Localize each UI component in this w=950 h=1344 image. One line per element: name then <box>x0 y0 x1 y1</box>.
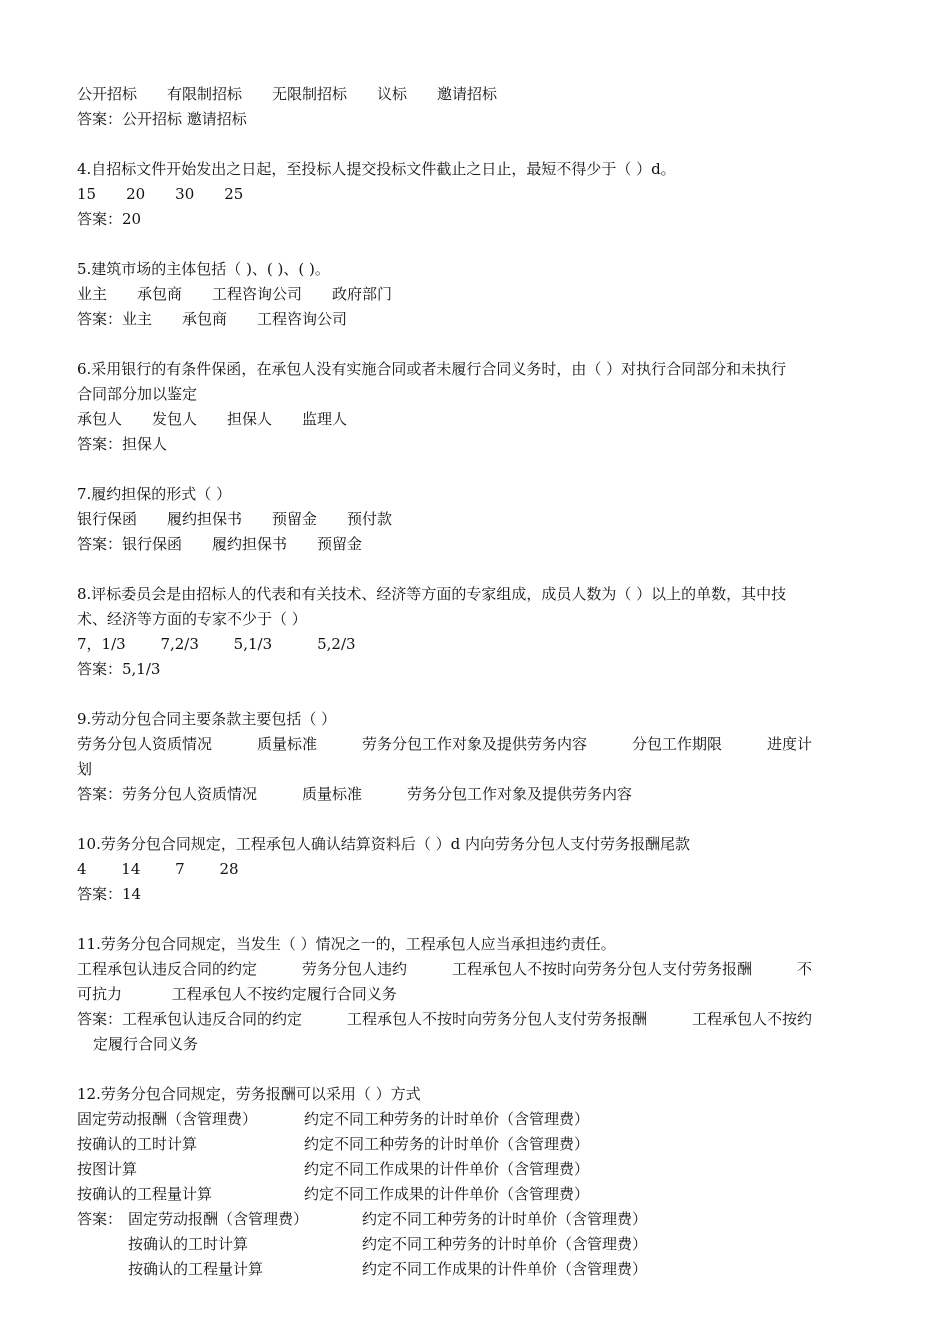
q12-option-row <box>77 1182 870 1207</box>
q12-answer-method: 按确认的工时计算 <box>128 1235 249 1253</box>
q12-option-method: 按确认的工时计算 <box>77 1135 198 1153</box>
q12-option-row <box>77 1107 870 1132</box>
q5-answer: 答案：业主 承包商 工程咨询公司 <box>77 310 348 328</box>
q12-option-pricing: 约定不同工种劳务的计时单价（含管理费） <box>304 1135 590 1153</box>
q9-question: 9.劳动分包合同主要条款主要包括（ ） <box>77 710 337 728</box>
q12-option-pricing: 约定不同工作成果的计件单价（含管理费） <box>304 1160 590 1178</box>
q8-options: 7，1/3 7,2/3 5,1/3 5,2/3 <box>77 635 356 653</box>
q7-options: 银行保函 履约担保书 预留金 预付款 <box>77 510 393 528</box>
q12-option-pricing: 约定不同工作成果的计件单价（含管理费） <box>304 1185 590 1203</box>
q9-answer: 答案：劳务分包人资质情况 质量标准 劳务分包工作对象及提供劳务内容 <box>77 785 633 803</box>
q8-answer: 答案：5,1/3 <box>77 660 161 678</box>
q11-options-line1: 工程承包认违反合同的约定 劳务分包人违约 工程承包人不按时向劳务分包人支付劳务报酬 不 <box>77 960 813 978</box>
q5-question: 5.建筑市场的主体包括（ )、( )、( )。 <box>77 260 330 278</box>
q12-option-row <box>77 1157 870 1182</box>
q7-question: 7.履约担保的形式（ ） <box>77 485 232 503</box>
q12-option-pricing: 约定不同工种劳务的计时单价（含管理费） <box>304 1110 590 1128</box>
q12-question: 12.劳务分包合同规定，劳务报酬可以采用（ ）方式 <box>77 1085 421 1103</box>
q12-answer-pricing: 约定不同工种劳务的计时单价（含管理费） <box>362 1235 648 1253</box>
q7-answer: 答案：银行保函 履约担保书 预留金 <box>77 535 363 553</box>
q6-question-line1: 6.采用银行的有条件保函，在承包人没有实施合同或者未履行合同义务时，由（ ）对执行合同部分和未执行 <box>77 360 787 378</box>
q9-options-line2: 划 <box>77 760 93 778</box>
q11-answer-line2: 定履行合同义务 <box>93 1035 199 1053</box>
q12-answer-label: 答案： <box>77 1210 123 1228</box>
q12-answer-row <box>77 1207 870 1232</box>
q12-option-method: 固定劳动报酬（含管理费） <box>77 1110 258 1128</box>
q12-answer-row <box>77 1232 870 1257</box>
q12-answer-row <box>77 1257 870 1282</box>
q6-question-line2: 合同部分加以鉴定 <box>77 385 198 403</box>
q4-question: 4.自招标文件开始发出之日起，至投标人提交投标文件截止之日止，最短不得少于（ ）d。 <box>77 160 676 178</box>
q11-answer-line1: 答案：工程承包认违反合同的约定 工程承包人不按时向劳务分包人支付劳务报酬 工程承包人不按约 <box>77 1010 813 1028</box>
q12-answers <box>77 1207 870 1282</box>
q3-answer: 答案：公开招标 邀请招标 <box>77 110 247 128</box>
q12-answer-method: 按确认的工程量计算 <box>128 1260 264 1278</box>
q11-options-line2: 可抗力 工程承包人不按约定履行合同义务 <box>77 985 397 1003</box>
q10-question: 10.劳务分包合同规定，工程承包人确认结算资料后（ ）d 内向劳务分包人支付劳务报酬尾款 <box>77 835 690 853</box>
q6-answer: 答案：担保人 <box>77 435 168 453</box>
q12-options <box>77 1107 870 1207</box>
q3-options: 公开招标 有限制招标 无限制招标 议标 邀请招标 <box>77 85 498 103</box>
q12-answer-method: 固定劳动报酬（含管理费） <box>128 1210 309 1228</box>
q10-options: 4 14 7 28 <box>77 860 239 878</box>
q12-answer-pricing: 约定不同工作成果的计件单价（含管理费） <box>362 1260 648 1278</box>
q5-options: 业主 承包商 工程咨询公司 政府部门 <box>77 285 393 303</box>
q12-option-method: 按确认的工程量计算 <box>77 1185 213 1203</box>
q6-options: 承包人 发包人 担保人 监理人 <box>77 410 348 428</box>
q4-options: 15 20 30 25 <box>77 185 244 203</box>
q10-answer: 答案：14 <box>77 885 142 903</box>
q8-question-line1: 8.评标委员会是由招标人的代表和有关技术、经济等方面的专家组成，成员人数为（ ）以上的单数，其中技 <box>77 585 787 603</box>
q11-question: 11.劳务分包合同规定，当发生（ ）情况之一的，工程承包人应当承担违约责任。 <box>77 935 616 953</box>
q8-question-line2: 术、经济等方面的专家不少于（ ） <box>77 610 307 628</box>
q12-answer-pricing: 约定不同工种劳务的计时单价（含管理费） <box>362 1210 648 1228</box>
q9-options-line1: 劳务分包人资质情况 质量标准 劳务分包工作对象及提供劳务内容 分包工作期限 进度计 <box>77 735 813 753</box>
q4-answer: 答案：20 <box>77 210 142 228</box>
q12-option-row <box>77 1132 870 1157</box>
q12-option-method: 按图计算 <box>77 1160 138 1178</box>
